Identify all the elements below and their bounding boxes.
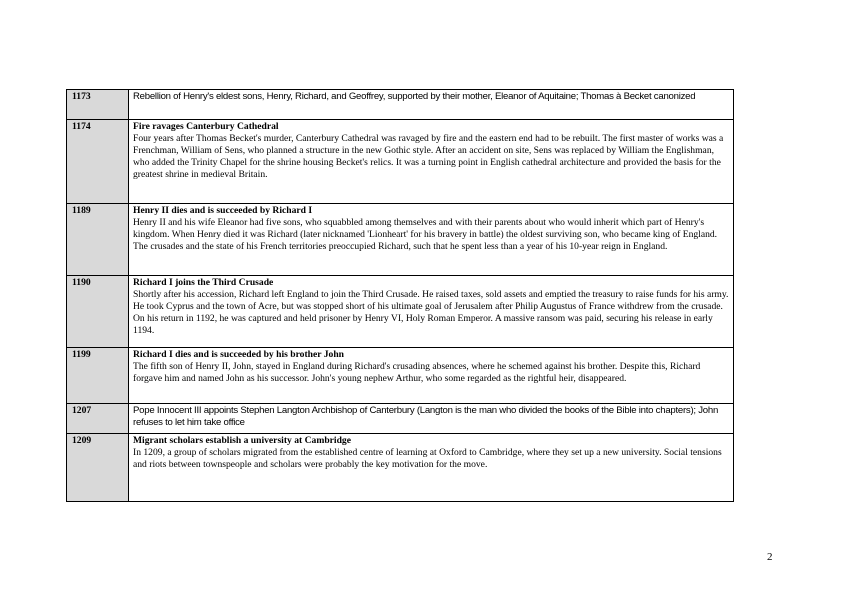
year-cell: 1190 [67,276,129,348]
event-description: Rebellion of Henry's eldest sons, Henry, Richard, and Geoffrey, supported by their mother, Eleanor of Aquitaine; Thomas à Becket canonized [129,90,734,120]
event-title: Richard I joins the Third Crusade [133,277,274,288]
event-cell [129,204,734,276]
event-description: Pope Innocent III appoints Stephen Langton Archbishop of Canterbury (Langton is the man who divided the books of the Bible into chapters); John refuses to let him take office [129,404,734,434]
timeline-table [66,89,734,502]
event-title: Richard I dies and is succeeded by his brother John [133,349,345,360]
year-cell: 1209 [67,434,129,502]
year-cell: 1174 [67,120,129,204]
event-description: Shortly after his accession, Richard left England to join the Third Crusade. He raised taxes, sold assets and emptied the treasury to raise funds for his army. He took Cyprus and the town of Acre, but was stopped short of his ultimate goal of Jerusalem after Philip Augustus of France withdrew from the crusade. On his return in 1192, he was captured and held prisoner by Henry VI, Holy Roman Emperor. A massive ransom was paid, securing his release in early 1194. [133,288,729,336]
page-number: 2 [767,551,773,563]
year-cell: 1189 [67,204,129,276]
event-cell [129,434,734,502]
event-description: Four years after Thomas Becket's murder, Canterbury Cathedral was ravaged by fire and the eastern end had to be rebuilt. The first master of works was a Frenchman, William of Sens, who planned a structure in the new Gothic style. After an accident on site, Sens was replaced by William the Englishman, who added the Trinity Chapel for the shrine housing Becket's relics. It was a turning point in English cathedral architecture and provided the basis for the greatest shrine in medieval Britain. [133,132,724,180]
table-row [67,404,734,434]
table-row [67,120,734,204]
year-cell: 1207 [67,404,129,434]
event-title: Henry II dies and is succeeded by Richard I [133,205,313,216]
event-title: Migrant scholars establish a university at Cambridge [133,435,351,446]
table-row [67,434,734,502]
event-cell [129,348,734,404]
table-row [67,348,734,404]
event-description: In 1209, a group of scholars migrated from the established centre of learning at Oxford to Cambridge, where they set up a new university. Social tensions and riots between townspeople and scholars were probably the key motivation for the move. [133,446,722,470]
event-description: Henry II and his wife Eleanor had five sons, who squabbled among themselves and with their parents about who would inherit which part of Henry's kingdom. When Henry died it was Richard (later nicknamed 'Lionheart' for his bravery in battle) the oldest surviving son, who became king of England. The crusades and the state of his French territories preoccupied Richard, such that he spent less than a year of his 10-year reign in England. [133,216,718,252]
event-cell [129,120,734,204]
event-cell [129,276,734,348]
year-cell: 1173 [67,90,129,120]
table-row [67,276,734,348]
event-description: The fifth son of Henry II, John, stayed in England during Richard's crusading absences, where he schemed against his brother. Despite this, Richard forgave him and named John as his successor. John's young nephew Arthur, who some regarded as the rightful heir, disappeared. [133,360,701,384]
year-cell: 1199 [67,348,129,404]
table-row [67,204,734,276]
event-title: Fire ravages Canterbury Cathedral [133,121,279,132]
table-row [67,90,734,120]
